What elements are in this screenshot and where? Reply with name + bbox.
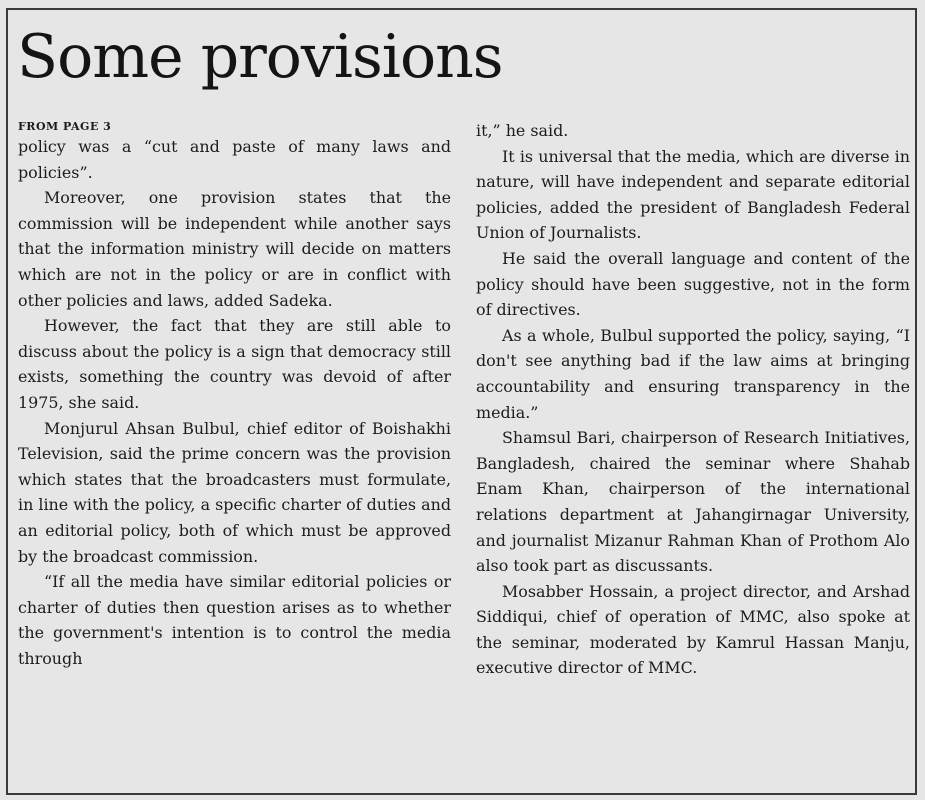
left-border-rule (6, 8, 8, 795)
bottom-border-rule (6, 793, 917, 795)
right-border-rule (915, 8, 917, 795)
continuation-kicker: FROM PAGE 3 (18, 120, 112, 133)
left-column (18, 118, 451, 671)
paragraph: Monjurul Ahsan Bulbul, chief editor of Boishakhi Television, said the prime concern was the provision which states that the broadcasters must formulate, in line with the policy, a specific charter of duties and an editorial policy, both of which must be approved by the broadcast commission. (18, 418, 451, 566)
paragraph: It is universal that the media, which are diverse in nature, will have independent and separate editorial policies, added the president of Bangladesh Federal Union of Journalists. (476, 146, 910, 243)
paragraph: Shamsul Bari, chairperson of Research Initiatives, Bangladesh, chaired the seminar where Shahab Enam Khan, chairperson of the international relations department at Jahangirnagar University, and journalist Mizanur Rahman Khan of Prothom Alo also took part as discussants. (476, 428, 910, 576)
paragraph: He said the overall language and content of the policy should have been suggestive, not in the form of directives. (476, 248, 910, 320)
paragraph: it,” he said. (476, 121, 569, 140)
headline: Some provisions (17, 22, 503, 92)
paragraph: Moreover, one provision states that the commission will be independent while another says that the information ministry will decide on matters which are not in the policy or are in conflict with other policies and laws, added Sadeka. (18, 188, 451, 310)
right-column (476, 118, 910, 681)
paragraph: As a whole, Bulbul supported the policy, saying, “I don't see anything bad if the law aims at bringing accountability and ensuring transparency in the media.” (476, 325, 910, 422)
paragraph: Mosabber Hossain, a project director, and Arshad Siddiqui, chief of operation of MMC, also spoke at the seminar, moderated by Kamrul Hassan Manju, executive director of MMC. (476, 581, 910, 678)
top-border-rule (6, 8, 917, 10)
paragraph: However, the fact that they are still able to discuss about the policy is a sign that democracy still exists, something the country was devoid of after 1975, she said. (18, 316, 451, 412)
paragraph: “If all the media have similar editorial policies or charter of duties then question arises as to whether the government's intention is to control the media through (18, 572, 451, 668)
paragraph: policy was a “cut and paste of many laws and policies”. (18, 137, 451, 182)
